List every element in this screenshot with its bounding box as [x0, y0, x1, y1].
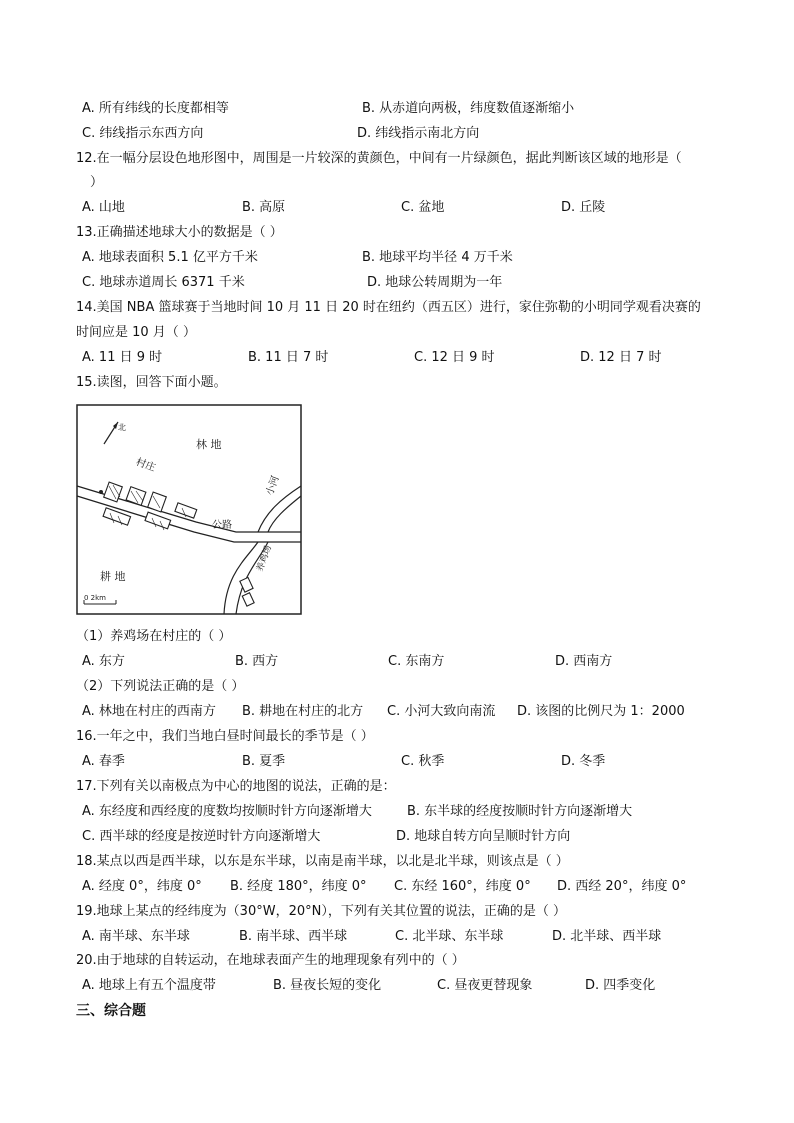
q15-sub1-option-b: B. 西方 — [235, 654, 279, 669]
q13-stem: 13.正确描述地球大小的数据是（ ） — [76, 225, 283, 240]
q15-sub2-option-c: C. 小河大致向南流 — [387, 704, 496, 719]
q16-option-d: D. 冬季 — [561, 754, 606, 769]
q15-stem: 15.读图，回答下面小题。 — [76, 375, 227, 390]
q16-stem: 16.一年之中，我们当地白昼时间最长的季节是（ ） — [76, 729, 374, 744]
q16-option-a: A. 春季 — [82, 754, 125, 769]
q14-option-d: D. 12 日 7 时 — [580, 350, 662, 365]
q12-option-c: C. 盆地 — [401, 200, 445, 215]
q20-stem: 20.由于地球的自转运动，在地球表面产生的地理现象有列中的（ ） — [76, 953, 465, 968]
q12-stem: 12.在一幅分层设色地形图中，周围是一片较深的黄颜色，中间有一片绿颜色，据此判断该区域的地形是（ — [76, 151, 682, 166]
q15-sub1-option-a: A. 东方 — [82, 654, 125, 669]
q18-option-d: D. 西经 20°，纬度 0° — [557, 879, 687, 894]
q11-option-c: C. 纬线指示东西方向 — [82, 126, 204, 141]
road-marker — [99, 490, 103, 494]
q12-option-d: D. 丘陵 — [561, 200, 606, 215]
q18-option-c: C. 东经 160°，纬度 0° — [394, 879, 531, 894]
q19-option-a: A. 南半球、东半球 — [82, 929, 190, 944]
q20-option-a: A. 地球上有五个温度带 — [82, 978, 216, 993]
q17-option-b: B. 东半球的经度按顺时针方向逐渐增大 — [407, 804, 633, 819]
q14-stem-cont: 时间应是 10 月（ ） — [76, 325, 196, 340]
q12-option-a: A. 山地 — [82, 200, 125, 215]
q20-option-c: C. 昼夜更替现象 — [437, 978, 533, 993]
q17-stem: 17.下列有关以南极点为中心的地图的说法，正确的是： — [76, 779, 396, 794]
q13-option-d: D. 地球公转周期为一年 — [367, 275, 503, 290]
q17-option-d: D. 地球自转方向呈顺时针方向 — [396, 829, 571, 844]
q19-stem: 19.地球上某点的经纬度为（30°W，20°N），下列有关其位置的说法，正确的是（ ） — [76, 904, 566, 919]
village-label: 村庄 — [134, 456, 157, 474]
q19-option-b: B. 南半球、西半球 — [239, 929, 348, 944]
q15-sub2-option-b: B. 耕地在村庄的北方 — [242, 704, 364, 719]
q12-stem-cont: ） — [90, 175, 104, 190]
q14-option-a: A. 11 日 9 时 — [82, 350, 163, 365]
q17-option-a: A. 东经度和西经度的度数均按顺时针方向逐渐增大 — [82, 804, 372, 819]
river-label: 小河 — [264, 474, 282, 498]
section-3-title: 三、综合题 — [76, 1003, 146, 1019]
q11-option-d: D. 纬线指示南北方向 — [357, 126, 480, 141]
q15-sub1-stem: （1）养鸡场在村庄的（ ） — [76, 629, 232, 644]
q18-option-b: B. 经度 180°，纬度 0° — [230, 879, 367, 894]
farmland-label: 耕 地 — [100, 570, 126, 583]
q20-option-b: B. 昼夜长短的变化 — [273, 978, 382, 993]
forest-label: 林 地 — [196, 438, 222, 451]
q18-option-a: A. 经度 0°，纬度 0° — [82, 879, 202, 894]
q11-option-b: B. 从赤道向两极，纬度数值逐渐缩小 — [362, 101, 575, 116]
q18-stem: 18.某点以西是西半球，以东是东半球，以南是南半球，以北是北半球，则该点是（ ） — [76, 854, 569, 869]
q15-sub2-option-a: A. 林地在村庄的西南方 — [82, 704, 216, 719]
q12-option-b: B. 高原 — [242, 200, 286, 215]
north-label: 北 — [118, 423, 126, 432]
q19-option-c: C. 北半球、东半球 — [395, 929, 504, 944]
q13-option-b: B. 地球平均半径 4 万千米 — [362, 250, 513, 265]
q17-option-c: C. 西半球的经度是按逆时针方向逐渐增大 — [82, 829, 321, 844]
road-label: 公路 — [212, 520, 232, 531]
q11-option-a: A. 所有纬线的长度都相等 — [82, 101, 229, 116]
q14-stem: 14.美国 NBA 篮球赛于当地时间 10 月 11 日 20 时在纽约（西五区）进行，家住弥勒的小明同学观看决赛的 — [76, 300, 701, 315]
village-map — [76, 404, 302, 615]
q15-sub2-stem: （2）下列说法正确的是（ ） — [76, 679, 245, 694]
q13-option-a: A. 地球表面积 5.1 亿平方千米 — [82, 250, 258, 265]
q15-sub1-option-d: D. 西南方 — [555, 654, 613, 669]
q13-option-c: C. 地球赤道周长 6371 千米 — [82, 275, 245, 290]
q16-option-c: C. 秋季 — [401, 754, 445, 769]
q19-option-d: D. 北半球、西半球 — [552, 929, 662, 944]
scale-label: 0 2km — [84, 594, 107, 602]
q14-option-b: B. 11 日 7 时 — [248, 350, 329, 365]
chicken-farm-label: 养鸡场 — [255, 544, 275, 574]
q20-option-d: D. 四季变化 — [585, 978, 656, 993]
q15-sub2-option-d: D. 该图的比例尺为 1：2000 — [517, 704, 685, 719]
q15-sub1-option-c: C. 东南方 — [388, 654, 445, 669]
q14-option-c: C. 12 日 9 时 — [414, 350, 495, 365]
q16-option-b: B. 夏季 — [242, 754, 286, 769]
